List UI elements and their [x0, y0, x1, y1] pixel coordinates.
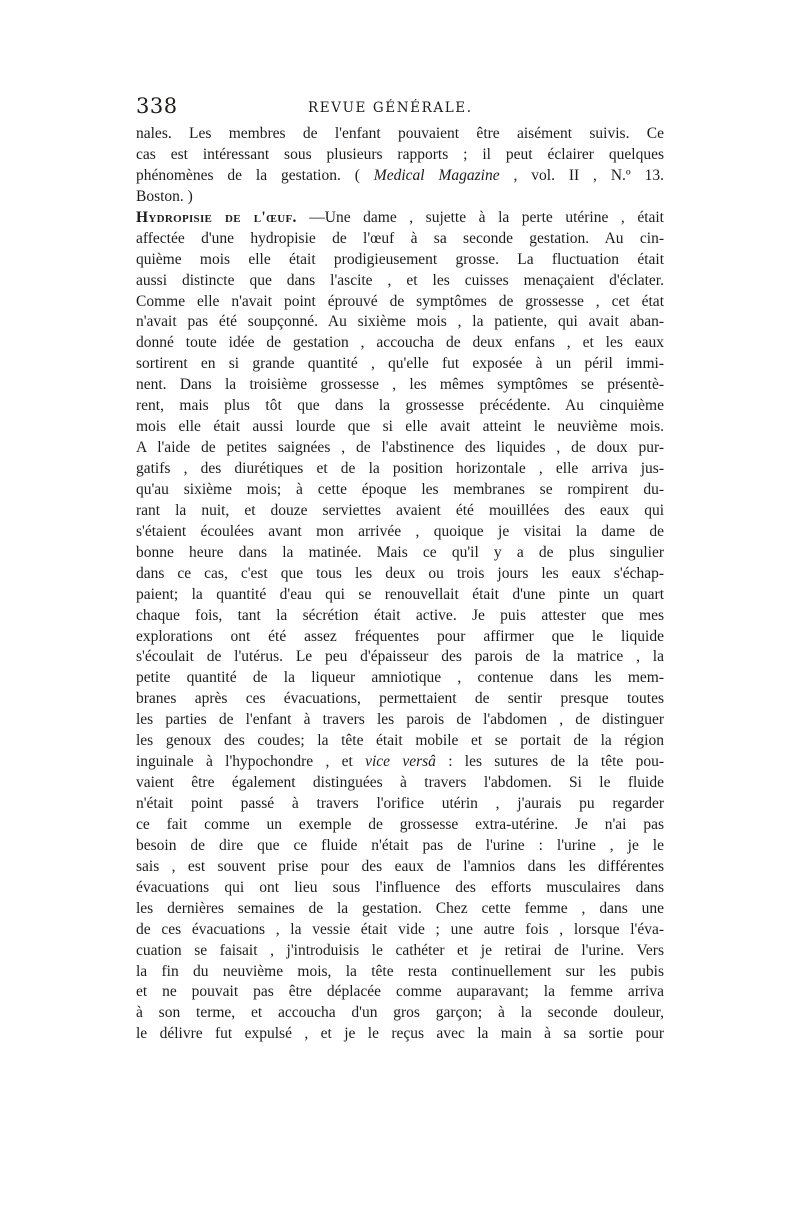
text-line: bonne heure dans la matinée. Mais ce qu'il y a de plus singulier	[136, 543, 664, 561]
text-line: les genoux des coudes; la tête était mobile et se portait de la région	[136, 732, 664, 750]
text-line: aussi distincte que dans l'ascite , et les cuisses menaçaient d'éclater.	[136, 271, 664, 289]
text-line: rant la nuit, et douze serviettes avaient été mouillées des eaux qui	[136, 501, 664, 519]
text-line: évacuations qui ont lieu sous l'influence des efforts musculaires dans	[136, 878, 664, 896]
body-text	[136, 124, 664, 1045]
text-line: A l'aide de petites saignées , de l'abstinence des liquides , de doux pur-	[136, 439, 664, 457]
text-line: quième mois elle était prodigieusement grosse. La fluctuation était	[136, 250, 664, 268]
text-line: qu'au sixième mois; à cette époque les membranes se rompirent du-	[136, 480, 664, 498]
text-line: petite quantité de la liqueur amniotique , contenue dans les mem-	[136, 669, 664, 687]
book-page	[136, 94, 664, 1045]
text-line: Boston. )	[136, 187, 193, 205]
page-header	[136, 94, 664, 124]
text-line: cuation se faisait , j'introduisis le cathéter et je retirai de l'urine. Vers	[136, 941, 664, 959]
text-line: rent, mais plus tôt que dans la grossesse précédente. Au cinquième	[136, 397, 664, 415]
text-line: les dernières semaines de la gestation. Chez cette femme , dans une	[136, 899, 664, 917]
text-line: à son terme, et accoucha d'un gros garçon; à la seconde douleur,	[136, 1004, 664, 1022]
text-line: donné toute idée de gestation , accoucha de deux enfans , et les eaux	[136, 334, 664, 352]
text-line: le délivre fut expulsé , et je le reçus avec la main à sa sortie pour	[136, 1025, 664, 1043]
text-line: besoin de dire que ce fluide n'était pas de l'urine : l'urine , je le	[136, 836, 664, 854]
text-line: gatifs , des diurétiques et de la position horizontale , elle arriva jus-	[136, 460, 664, 477]
text-line: explorations ont été assez fréquentes pour affirmer que le liquide	[136, 627, 664, 645]
text-line: la fin du neuvième mois, la tête resta continuellement sur les pubis	[136, 962, 664, 980]
text-line: inguinale à l'hypochondre , et vice versâ : les sutures de la tête pou-	[136, 753, 664, 771]
text-line: vaient être également distinguées à travers l'abdomen. Si le fluide	[136, 774, 664, 792]
text-line: affectée d'une hydropisie de l'œuf à sa seconde gestation. Au cin-	[136, 229, 664, 247]
text-line: sais , est souvent prise pour des eaux de l'amnios dans les différentes	[136, 857, 664, 875]
text-line: chaque fois, tant la sécrétion était active. Je puis attester que mes	[136, 606, 664, 624]
text-line: mois elle était aussi lourde que si elle avait atteint le neuvième mois.	[136, 418, 664, 436]
text-line: nent. Dans la troisième grossesse , les mêmes symptômes se présentè-	[136, 376, 664, 394]
text-line: les parties de l'enfant à travers les parois de l'abdomen , de distinguer	[136, 711, 664, 729]
text-line: branes après ces évacuations, permettaient de sentir presque toutes	[136, 690, 664, 708]
text-line: Comme elle n'avait point éprouvé de symptômes de grossesse , cet état	[136, 292, 664, 310]
text-line: Hydropisie de l'œuf. —Une dame , sujette à la perte utérine , était	[136, 208, 664, 226]
text-line: et ne pouvait pas être déplacée comme auparavant; la femme arriva	[136, 983, 664, 1001]
text-line: n'avait pas été soupçonné. Au sixième mois , la patiente, qui avait aban-	[136, 313, 664, 331]
text-line: paient; la quantité d'eau qui se renouvellait était d'une pinte un quart	[136, 585, 664, 603]
text-line: ce fait comme un exemple de grossesse extra-utérine. Je n'ai pas	[136, 815, 664, 833]
text-line: nales. Les membres de l'enfant pouvaient être aisément suivis. Ce	[136, 125, 664, 142]
text-line: cas est intéressant sous plusieurs rapports ; il peut éclairer quelques	[136, 145, 664, 163]
text-line: n'était point passé à travers l'orifice utérin , j'aurais pu regarder	[136, 795, 664, 812]
text-line: s'écoulait de l'utérus. Le peu d'épaisseur des parois de la matrice , la	[136, 648, 664, 666]
text-line: dans ce cas, c'est que tous les deux ou trois jours les eaux s'échap-	[136, 564, 664, 582]
running-head: REVUE GÉNÉRALE.	[308, 100, 473, 116]
text-line: phénomènes de la gestation. ( Medical Magazine , vol. II , N.º 13.	[136, 166, 664, 184]
text-line: de ces évacuations , la vessie était vide ; une autre fois , lorsque l'éva-	[136, 920, 664, 938]
page-number: 338	[136, 94, 178, 118]
text-line: s'étaient écoulées avant mon arrivée , quoique je visitai la dame de	[136, 522, 664, 540]
text-line: sortirent en si grande quantité , qu'elle fut exposée à un péril immi-	[136, 355, 664, 373]
